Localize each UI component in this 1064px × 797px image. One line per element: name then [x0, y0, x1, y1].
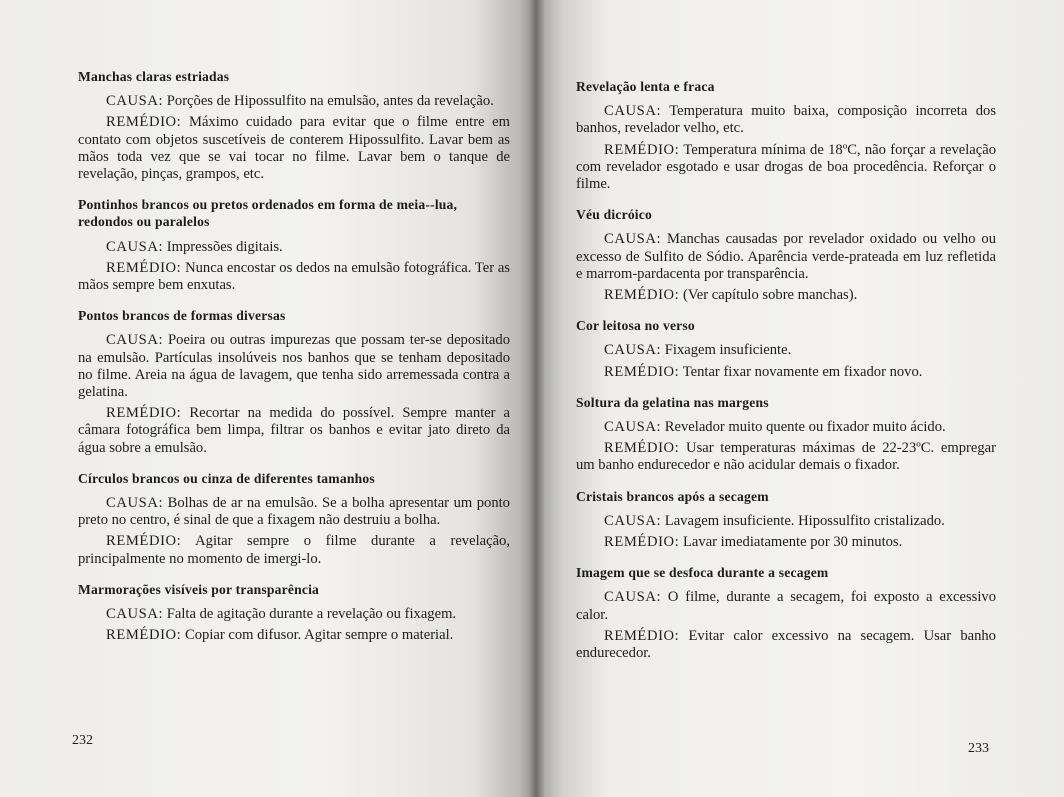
section-heading: Marmorações visíveis por transparência	[78, 581, 320, 597]
section	[78, 307, 510, 457]
remedy-paragraph	[576, 440, 996, 474]
section	[78, 581, 510, 645]
remedy-text: Nunca encostar os dedos na emulsão fotográfica. Ter as mãos sempre bem enxutas.	[78, 259, 510, 294]
cause-text: Bolhas de ar na emulsão. Se a bolha apresentar um ponto preto no centro, é sinal de que a fixagem não destruiu a bolha.	[78, 495, 510, 529]
remedy-paragraph	[576, 364, 996, 381]
remedy-label: REMÉDIO:	[604, 287, 680, 304]
section	[576, 206, 996, 304]
cause-paragraph	[78, 606, 510, 623]
cause-paragraph	[576, 342, 996, 359]
section	[576, 394, 996, 475]
right-page-text	[576, 78, 996, 675]
book-gutter	[528, 0, 544, 797]
cause-text: Poeira ou outras impurezas que possam ter-se depositado na emulsão. Partículas insolúveis nos banhos que se tenham depositado no filme. Areia na água de lavagem, que tenha sido arremessada contra a gelatina.	[78, 332, 511, 401]
section-heading: Véu dicróico	[576, 207, 653, 223]
cause-label: CAUSA:	[106, 93, 164, 110]
cause-label: CAUSA:	[604, 512, 662, 529]
cause-text: Porções de Hipossulfito na emulsão, antes da revelação.	[166, 93, 494, 110]
section-heading: Revelação lenta e fraca	[576, 79, 715, 94]
remedy-text: (Ver capítulo sobre manchas).	[683, 287, 858, 304]
cause-label: CAUSA:	[106, 332, 164, 349]
section-heading: Cristais brancos após a secagem	[576, 488, 769, 504]
remedy-text: Lavar imediatamente por 30 minutos.	[683, 534, 903, 551]
section-heading: Pontos brancos de formas diversas	[78, 308, 286, 324]
cause-label: CAUSA:	[604, 419, 662, 436]
cause-text: Impressões digitais.	[166, 238, 283, 255]
cause-label: CAUSA:	[106, 606, 164, 623]
cause-label: CAUSA:	[604, 231, 662, 248]
cause-paragraph	[78, 93, 510, 110]
cause-text: Falta de agitação durante a revelação ou fixagem.	[166, 606, 457, 623]
section-heading: Manchas claras estriadas	[78, 69, 230, 84]
remedy-paragraph	[78, 405, 510, 457]
remedy-paragraph	[78, 533, 510, 567]
remedy-text: Evitar calor excessivo na secagem. Usar banho endurecedor.	[576, 627, 996, 662]
remedy-label: REMÉDIO:	[106, 533, 182, 550]
remedy-paragraph	[576, 534, 996, 551]
cause-label: CAUSA:	[106, 238, 164, 255]
section-heading: Pontinhos brancos ou pretos ordenados em forma de meia--lua, redondos ou paralelos	[78, 197, 458, 230]
section	[78, 68, 510, 183]
remedy-label: REMÉDIO:	[106, 405, 182, 422]
remedy-text: Tentar fixar novamente em fixador novo.	[682, 363, 923, 380]
section	[576, 317, 996, 381]
remedy-label: REMÉDIO:	[106, 114, 182, 131]
remedy-text: Copiar com difusor. Agitar sempre o material.	[185, 627, 454, 644]
section	[78, 470, 510, 568]
remedy-label: REMÉDIO:	[604, 627, 680, 644]
cause-paragraph	[78, 495, 510, 529]
remedy-label: REMÉDIO:	[604, 141, 680, 158]
section	[576, 78, 996, 193]
right-page-number: 233	[968, 741, 989, 756]
cause-text: Temperatura muito baixa, composição incorreta dos banhos, revelador velho, etc.	[576, 103, 997, 137]
remedy-paragraph	[576, 142, 996, 194]
cause-paragraph	[78, 332, 510, 401]
remedy-label: REMÉDIO:	[604, 534, 680, 551]
remedy-label: REMÉDIO:	[604, 363, 680, 380]
cause-label: CAUSA:	[604, 103, 662, 120]
remedy-paragraph	[576, 628, 996, 662]
remedy-paragraph	[78, 260, 510, 294]
cause-label: CAUSA:	[604, 342, 662, 359]
cause-label: CAUSA:	[604, 589, 662, 606]
section	[576, 488, 996, 552]
remedy-paragraph	[576, 287, 996, 304]
remedy-text: Temperatura mínima de 18ºC, não forçar a revelação com revelador esgotado e usar drogas de boa procedência. Reforçar o filme.	[576, 141, 997, 193]
section-heading: Soltura da gelatina nas margens	[576, 394, 769, 410]
section-heading: Cor leitosa no verso	[576, 318, 695, 334]
cause-text: Lavagem insuficiente. Hipossulfito cristalizado.	[664, 512, 945, 529]
cause-paragraph	[576, 231, 996, 283]
left-page-number: 232	[72, 733, 93, 748]
remedy-label: REMÉDIO:	[106, 627, 182, 644]
cause-paragraph	[78, 239, 510, 256]
cause-paragraph	[576, 589, 996, 623]
cause-paragraph	[576, 419, 996, 436]
section	[576, 564, 996, 662]
section	[78, 196, 510, 294]
remedy-label: REMÉDIO:	[604, 440, 680, 457]
remedy-text: Máximo cuidado para evitar que o filme entre em contato com objetos suscetíveis de conterem Hipossulfito. Lavar bem as mãos toda vez que se vai tocar no filme. Lavar bem o tanque de revelação, pinças, grampos, etc.	[78, 114, 510, 183]
left-page-text	[78, 68, 510, 657]
cause-text: Fixagem insuficiente.	[664, 342, 792, 359]
section-heading: Círculos brancos ou cinza de diferentes tamanhos	[78, 470, 375, 486]
cause-paragraph	[576, 103, 996, 137]
remedy-text: Recortar na medida do possível. Sempre manter a câmara fotográfica bem limpa, filtrar os banhos e evitar jato direto da água sobre a emulsão.	[78, 405, 510, 456]
remedy-paragraph	[78, 627, 510, 644]
section-heading: Imagem que se desfoca durante a secagem	[576, 565, 829, 581]
cause-text: Manchas causadas por revelador oxidado ou velho ou excesso de Sulfito de Sódio. Aparência verde-prateada em luz refletida e marrom-pardacenta por transparência.	[576, 231, 996, 282]
cause-paragraph	[576, 513, 996, 530]
cause-label: CAUSA:	[106, 495, 164, 512]
remedy-text: Usar temperaturas máximas de 22-23ºC. empregar um banho endurecedor e não acidular demais o fixador.	[576, 440, 996, 474]
remedy-label: REMÉDIO:	[106, 259, 182, 276]
cause-text: O filme, durante a secagem, foi exposto a excessivo calor.	[576, 589, 996, 623]
cause-text: Revelador muito quente ou fixador muito ácido.	[664, 419, 946, 436]
remedy-paragraph	[78, 114, 510, 183]
remedy-text: Agitar sempre o filme durante a revelação, principalmente no momento de imergi-lo.	[78, 533, 510, 567]
